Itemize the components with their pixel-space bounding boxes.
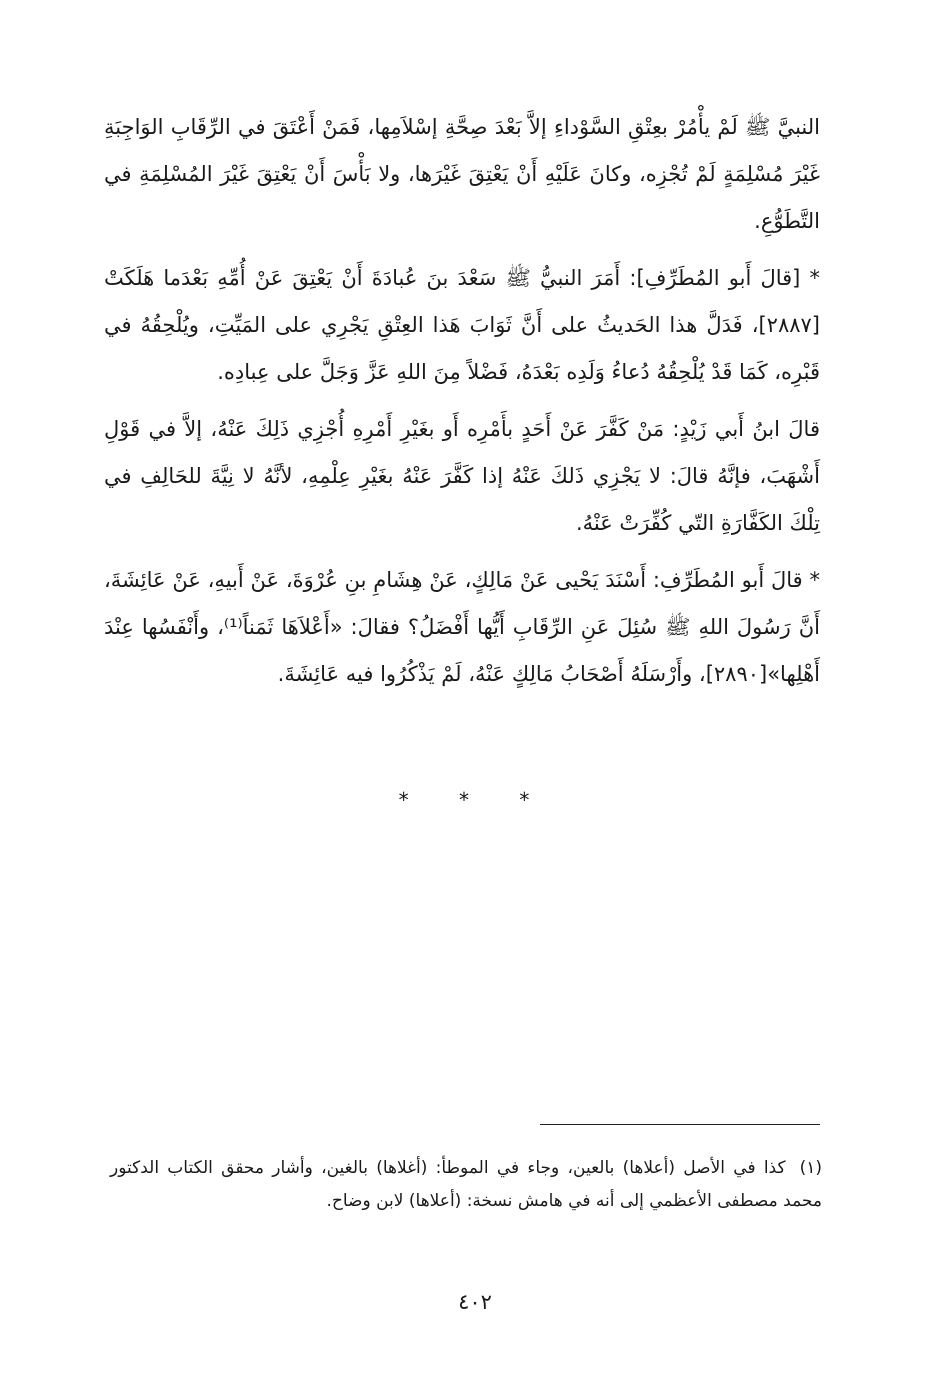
paragraph-1: النبيَّ ﷺ لَمْ يأْمُرْ بعِتْقِ السَّوْداءِ إلاَّ بَعْدَ صِحَّةِ إسْلاَمِها، فَمَنْ أَعْتَقَ في الرِّقَابِ الوَاجِبَةِ غَيْرَ مُسْلِمَةٍ لَمْ تُجْزِه، وكانَ عَلَيْهِ أَنْ يَعْتِقَ غَيْرَها، ولا بَأْسَ أَنْ يَعْتِقَ غَيْرَ المُسْلِمَةِ في التَّطَوُّعِ. — [104, 115, 820, 233]
footnote-separator-rule — [540, 1124, 820, 1125]
page-number: ٤٠٢ — [458, 1290, 492, 1314]
paragraph-2: * [قالَ أَبو المُطَرِّفِ]: أَمَرَ النبيُّ ﷺ سَعْدَ بنَ عُبادَةَ أَنْ يَعْتِقَ عَنْ أُمِّهِ بَعْدَما هَلَكَتْ [٢٨٨٧]، فَدَلَّ هذا الحَديثُ على أَنَّ ثَوَابَ هَذا العِتْقِ يَجْرِي على المَيِّتِ، ويُلْحِقُهُ في قَبْرِه، كَمَا قَدْ يُلْحِقُهُ دُعاءُ وَلَدِه بَعْدَهُ، فَضْلاً مِنَ اللهِ عَزَّ وَجَلَّ على عِبادِه. — [104, 266, 820, 384]
section-divider-ornament: * * * — [398, 788, 552, 812]
main-text-body — [104, 104, 820, 708]
footnote-text: كذا في الأصل (أعلاها) بالعين، وجاء في الموطأ: (أغلاها) بالغين، وأشار محقق الكتاب الدكتور محمد مصطفى الأعظمي إلى أنه في هامش نسخة: (أعلاها) لابن وضاح. — [110, 1158, 822, 1211]
paragraph-3: قالَ ابنُ أَبي زَيْدٍ: مَنْ كَفَّرَ عَنْ أَحَدٍ بأَمْرِه أَو بغَيْرِ أَمْرِهِ أُجْزِي ذَلِكَ عَنْهُ، إلاَّ في قَوْلِ أَشْهَبَ، فإنَّهُ قالَ: لا يَجْزِي ذَلكَ عَنْهُ إذا كَفَّرَ عَنْهُ بغَيْرِ عِلْمِهِ، لأنَّهُ لا نِيَّةَ للحَالِفِ في تِلْكَ الكَفَّارَةِ التّي كُفِّرَتْ عَنْهُ. — [104, 417, 820, 535]
footnote-marker: (١) — [799, 1158, 822, 1178]
paragraph-4: * قالَ أَبو المُطَرِّفِ: أَسْنَدَ يَحْيى عَنْ مَالِكٍ، عَنْ هِشَامِ بنِ عُرْوَةَ، عَنْ أَبيهِ، عَنْ عَائِشَةَ، أَنَّ رَسُولَ اللهِ ﷺ سُئِلَ عَنِ الرِّقَابِ أَيُّها أَفْضَلُ؟ فقالَ: «أَعْلاَهَا ثَمَناً⁽¹⁾، وأَنْفَسُها عِنْدَ أَهْلِها»[٢٨٩٠]، وأَرْسَلَهُ أَصْحَابُ مَالِكٍ عَنْهُ، لَمْ يَذْكُرُوا فيه عَائِشَةَ. — [104, 568, 820, 686]
footnote — [110, 1152, 822, 1218]
